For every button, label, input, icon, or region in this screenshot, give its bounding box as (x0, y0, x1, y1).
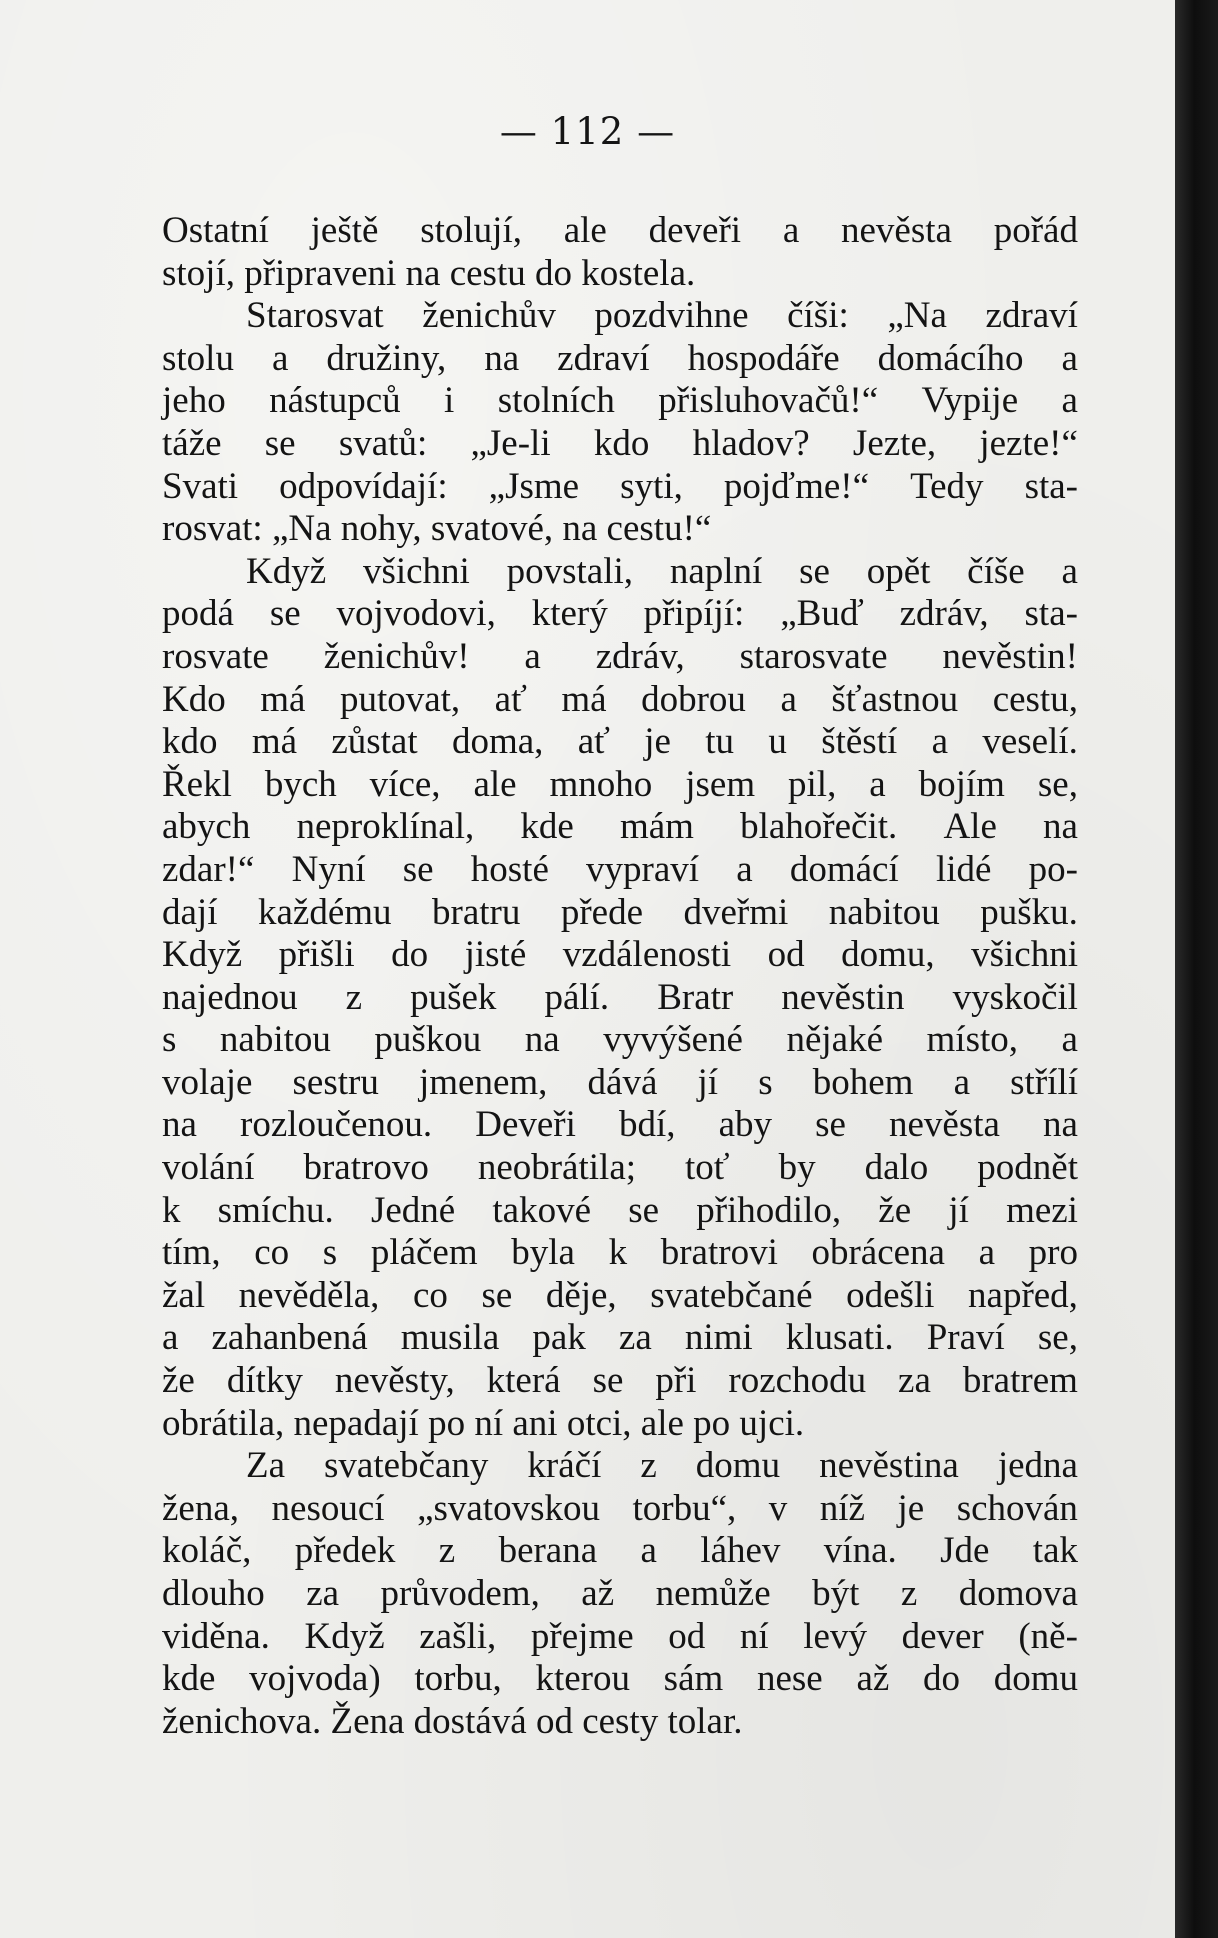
text-line: Ostatní ještě stolují, ale deveři a nevěsta pořád (162, 210, 1078, 251)
text-line: a zahanbená musila pak za nimi klusati. Praví se, (162, 1317, 1078, 1359)
text-line: dlouho za průvodem, až nemůže být z domova (162, 1573, 1078, 1614)
page-number: — 112 — (499, 110, 676, 153)
text-line: kde vojvoda) torbu, kterou sám nese až do domu (162, 1658, 1078, 1700)
text-line: Za svatebčany kráčí z domu nevěstina jedna (246, 1445, 1078, 1487)
text-line: rosvat: „Na nohy, svatové, na cestu!“ (162, 508, 712, 550)
text-line: obrátila, nepadají po ní ani otci, ale po ujci. (162, 1402, 805, 1444)
text-line: s nabitou puškou na vyvýšené nějaké místo, a (162, 1019, 1078, 1061)
text-line: koláč, předek z berana a láhev vína. Jde tak (162, 1530, 1078, 1572)
text-line: k smíchu. Jedné takové se přihodilo, že jí mezi (162, 1189, 1078, 1231)
text-line: dají každému bratru přede dveřmi nabitou pušku. (162, 891, 1078, 933)
text-line: podá se vojvodovi, který připíjí: „Buď zdráv, sta- (162, 593, 1078, 635)
text-line: stojí, připraveni na cestu do kostela. (162, 252, 696, 294)
text-line: Svati odpovídají: „Jsme syti, pojďme!“ Tedy sta- (162, 465, 1078, 507)
text-line: Když přišli do jisté vzdálenosti od domu, všichni (162, 934, 1078, 976)
text-line: Řekl bych více, ale mnoho jsem pil, a bojím se, (162, 763, 1078, 805)
text-line: Kdo má putovat, ať má dobrou a šťastnou cestu, (162, 678, 1078, 720)
text-line: rosvate ženichův! a zdráv, starosvate nevěstin! (162, 635, 1078, 677)
text-line: zdar!“ Nyní se hosté vypraví a domácí lidé po- (162, 848, 1078, 890)
text-line: táže se svatů: „Je-li kdo hladov? Jezte, jezte!“ (162, 422, 1078, 464)
text-line: že dítky nevěsty, která se při rozchodu za bratrem (162, 1360, 1078, 1402)
text-line: žal nevěděla, co se děje, svatebčané odešli napřed, (162, 1274, 1078, 1316)
text-line: tím, co s pláčem byla k bratrovi obrácena a pro (162, 1232, 1078, 1274)
text-line: žena, nesoucí „svatovskou torbu“, v níž je schován (162, 1487, 1078, 1529)
scan-dark-edge (1175, 0, 1218, 1938)
text-line: jeho nástupců i stolních přisluhovačů!“ Vypije a (162, 380, 1078, 422)
text-line: Když všichni povstali, naplní se opět číše a (246, 550, 1078, 592)
text-line: Starosvat ženichův pozdvihne číši: „Na zdraví (246, 295, 1078, 337)
text-line: abych neproklínal, kde mám blahořečit. Ale na (162, 806, 1078, 848)
text-line: volání bratrovo neobrátila; toť by dalo podnět (162, 1147, 1078, 1189)
body-text (162, 210, 1078, 1743)
text-line: ženichova. Žena dostává od cesty tolar. (162, 1700, 743, 1742)
text-line: najednou z pušek pálí. Bratr nevěstin vyskočil (162, 976, 1078, 1018)
text-line: na rozloučenou. Deveři bdí, aby se nevěsta na (162, 1104, 1078, 1146)
text-line: viděna. Když zašli, přejme od ní levý dever (ně- (162, 1615, 1078, 1657)
text-line: stolu a družiny, na zdraví hospodáře domácího a (162, 337, 1078, 379)
text-line: volaje sestru jmenem, dává jí s bohem a střílí (162, 1061, 1078, 1103)
text-line: kdo má zůstat doma, ať je tu u štěstí a veselí. (162, 721, 1078, 763)
